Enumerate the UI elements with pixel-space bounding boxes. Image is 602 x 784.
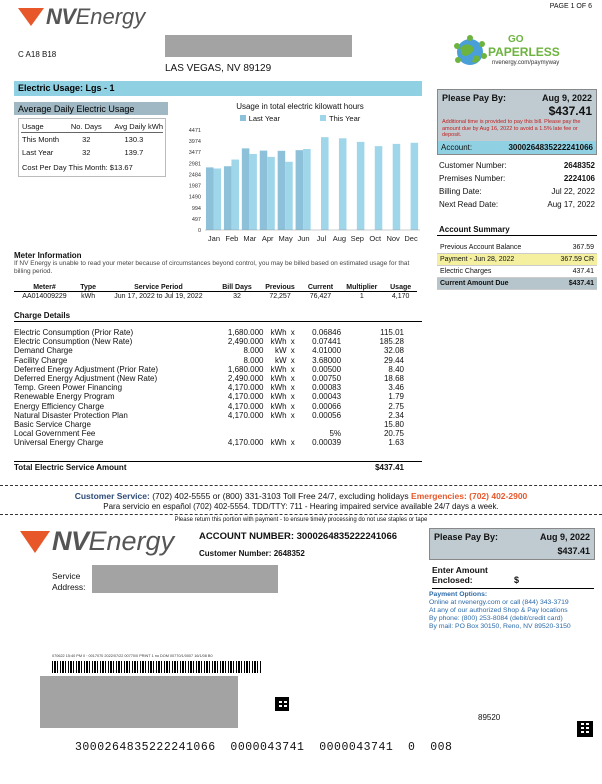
customer-code: C A18 B18 xyxy=(18,50,57,59)
account-info xyxy=(437,159,597,211)
x-tick-label: Oct xyxy=(369,234,382,243)
x-tick-label: Mar xyxy=(243,234,257,243)
zip-code: 89520 xyxy=(478,713,501,722)
table-row: Last Year 32 139.7 xyxy=(22,148,144,157)
legend-last-year: Last Year xyxy=(240,114,280,123)
print-line: 070622 15:40 PM 0 · 0017070 2022/07/22 00770/0 PRINT 1 no DOM 00770/1/0007 16/1/08 B0 xyxy=(52,654,213,658)
globe-icon xyxy=(452,34,488,70)
premises-number-row: Premises Number: 2224106 xyxy=(439,174,595,183)
charge-row: Energy Efficiency Charge 4,170.000 kWh x 0.00066 2.75 xyxy=(14,401,404,411)
charge-row: Basic Service Charge 15.80 xyxy=(14,420,404,430)
charge-row: Electric Consumption (Prior Rate) 1,680.000 kWh x 0.06846 115.01 xyxy=(14,328,404,337)
charge-row: Universal Energy Charge 4,170.000 kWh x 0.00039 1.63 xyxy=(14,438,404,448)
usage-chart xyxy=(175,100,425,250)
customer-number-row: Customer Number: 2648352 xyxy=(439,161,595,170)
bar-this-year xyxy=(375,146,383,230)
city-line: LAS VEGAS, NV 89129 xyxy=(165,63,272,74)
service-address-label: Service Address: xyxy=(52,571,86,592)
y-tick-label: 2981 xyxy=(188,161,201,168)
y-tick-label: 497 xyxy=(191,216,201,223)
bar-this-year xyxy=(214,168,222,230)
spanish-service-line: Para servicio en español (702) 402-5554. TDD/TTY: 711 - Hearing impaired service available 24/7 days a week. xyxy=(103,502,499,511)
charge-details-table xyxy=(14,328,404,448)
page-indicator: PAGE 1 OF 6 xyxy=(549,3,592,10)
y-tick-label: 1490 xyxy=(188,194,201,201)
bar-this-year xyxy=(249,154,257,230)
account-line: Account: 3000264835222241066 xyxy=(438,141,596,154)
nv-energy-logo-stub: NV Energy xyxy=(20,526,174,557)
x-tick-label: Apr xyxy=(261,234,274,243)
cost-per-day: Cost Per Day This Month: $13.67 xyxy=(22,163,133,172)
charge-row: Electric Consumption (New Rate) 2,490.000 kWh x 0.07441 185.28 xyxy=(14,337,404,347)
x-tick-label: Aug xyxy=(332,234,347,243)
bar-this-year xyxy=(267,157,275,230)
bar-this-year xyxy=(357,142,365,230)
usage-header: Electric Usage: Lgs - 1 xyxy=(14,81,422,96)
nv-energy-logo: NV Energy xyxy=(18,4,145,30)
x-tick-label: Feb xyxy=(225,234,239,243)
bar-last-year xyxy=(224,166,232,230)
qr-code-icon xyxy=(275,697,289,711)
current-amount-due: Current Amount Due $437.41 xyxy=(437,278,597,290)
y-tick-label: 994 xyxy=(191,205,201,212)
x-tick-label: Sep xyxy=(350,234,364,243)
summary-row: Previous Account Balance 367.59 xyxy=(437,242,597,254)
customer-service-line: Customer Service: (702) 402-5555 or (800) 331-3103 Toll Free 24/7, excluding holidays Emergencies: (702) 402-2900 xyxy=(74,491,528,501)
bar-this-year xyxy=(339,138,347,230)
pay-by-box: Please Pay By: Aug 9, 2022 $437.41 Additional time is provided to pay this bill. Please pay the amount due by Aug 16, 2022 to avoid a 1.5% late fee or deposit. Account: 3000264835222241066 xyxy=(437,89,597,155)
bar-this-year xyxy=(393,144,401,230)
charge-row: Demand Charge 8.000 kW x 4.01000 32.08 xyxy=(14,346,404,356)
postal-barcode xyxy=(52,661,262,673)
meter-table: Meter# Type Service Period Bill Days Previous Current Multiplier Usage AA014009229 kWh Jun 17, 2022 to Jul 19, 2022 32 72,257 76,427 1 4,170 xyxy=(14,284,417,301)
stub-account: ACCOUNT NUMBER: 3000264835222241066 xyxy=(199,531,398,542)
charge-row: Natural Disaster Protection Plan 4,170.000 kWh x 0.00056 2.34 xyxy=(14,410,404,420)
redacted-address xyxy=(92,565,278,593)
summary-row: Electric Charges 437.41 xyxy=(437,266,597,278)
y-tick-label: 4471 xyxy=(188,128,201,134)
x-tick-label: May xyxy=(278,234,293,243)
y-tick-label: 2484 xyxy=(188,172,201,179)
x-tick-label: Jul xyxy=(316,234,327,243)
bar-last-year xyxy=(206,167,214,230)
bar-last-year xyxy=(260,151,268,230)
charge-row: Local Government Fee 5% 20.75 xyxy=(14,429,404,439)
y-tick-label: 3477 xyxy=(188,150,201,157)
meter-info-note: If NV Energy is unable to read your meter because of circumstances beyond control, you may be billed based on estimated usage for that billing period. xyxy=(14,260,410,275)
amount-enclosed: Enter Amount Enclosed: $ xyxy=(432,565,594,589)
logo-triangle-icon xyxy=(18,8,44,26)
chart-title: Usage in total electric kilowatt hours xyxy=(236,102,364,111)
y-tick-label: 1987 xyxy=(188,183,201,190)
stub-customer: Customer Number: 2648352 xyxy=(199,549,305,558)
payment-options: Payment Options: Online at nvenergy.com or call (844) 343-3719 At any of our authorized Shop & Pay locations By phone: (800) 253-8084 (debit/credit card) By mail: PO Box 30150, Reno, NV 89520-3150 xyxy=(429,591,571,630)
table-row: This Month 32 130.3 xyxy=(22,135,144,144)
chart-svg xyxy=(175,125,425,250)
summary-row: Payment - Jun 28, 2022 367.59 CR xyxy=(437,254,597,266)
chart-legend xyxy=(175,114,425,123)
pay-amount: $437.41 xyxy=(548,104,592,118)
avg-usage-title: Average Daily Electric Usage xyxy=(14,102,168,115)
charge-row: Facility Charge 8.000 kW x 3.68000 29.44 xyxy=(14,355,404,365)
avg-usage-table: Usage No. Days Avg Daily kWh This Month 32 130.3 Last Year 32 139.7 Cost Per Day This Month: $13.67 xyxy=(18,118,166,177)
charge-row: Renewable Energy Program 4,170.000 kWh x 0.00043 1.79 xyxy=(14,392,404,402)
x-tick-label: Jun xyxy=(297,234,310,243)
charge-details-title: Charge Details xyxy=(14,311,422,322)
bar-this-year xyxy=(231,160,239,230)
x-tick-label: Nov xyxy=(386,234,400,243)
y-tick-label: 0 xyxy=(197,228,201,234)
y-tick-label: 3974 xyxy=(188,139,201,146)
charge-row: Deferred Energy Adjustment (New Rate) 2,490.000 kWh x 0.00750 18.68 xyxy=(14,374,404,384)
pay-note: Additional time is provided to pay this bill. Please pay the amount due by Aug 16, 2022 to avoid a 1.5% late fee or deposit. xyxy=(442,119,581,138)
bar-last-year xyxy=(296,150,304,230)
meter-info-title: Meter Information xyxy=(14,251,82,260)
bar-last-year xyxy=(242,148,250,230)
scanline: 3000264835222241066 0000043741 0000043741 0 008 xyxy=(75,741,453,754)
qr-code-icon xyxy=(577,721,593,737)
account-summary: Account Summary Previous Account Balance 367.59 Payment - Jun 28, 2022 367.59 CR Electric Charges 437.41 Current Amount Due $437.41 xyxy=(437,224,597,290)
redacted-mailing-address xyxy=(40,676,238,728)
next-read-row: Next Read Date: Aug 17, 2022 xyxy=(439,200,595,209)
stub-pay-box: Please Pay By: Aug 9, 2022 $437.41 xyxy=(429,528,595,560)
redacted-name xyxy=(165,35,352,57)
bar-this-year xyxy=(303,149,311,230)
x-tick-label: Jan xyxy=(207,234,221,243)
bar-this-year xyxy=(411,143,419,230)
x-tick-label: Dec xyxy=(404,234,418,243)
billing-date-row: Billing Date: Jul 22, 2022 xyxy=(439,187,595,196)
charge-row: Temp. Green Power Financing 4,170.000 kWh x 0.00083 3.46 xyxy=(14,383,404,393)
bar-last-year xyxy=(278,151,286,230)
legend-this-year: This Year xyxy=(320,114,360,123)
paperless-badge: GO PAPERLESS nvenergy.com/paymyway xyxy=(452,34,582,74)
bar-this-year xyxy=(321,137,329,230)
table-row: AA014009229 kWh Jun 17, 2022 to Jul 19, 2022 32 72,257 76,427 1 4,170 xyxy=(22,293,410,300)
bar-this-year xyxy=(285,162,293,230)
charge-row: Deferred Energy Adjustment (Prior Rate) 1,680.000 kWh x 0.00500 8.40 xyxy=(14,364,404,374)
logo-triangle-icon xyxy=(20,531,50,553)
return-note: Please return this portion with payment - to ensure timely processing do not use staples or tape xyxy=(174,517,428,523)
total-row: Total Electric Service Amount $437.41 xyxy=(14,461,422,472)
